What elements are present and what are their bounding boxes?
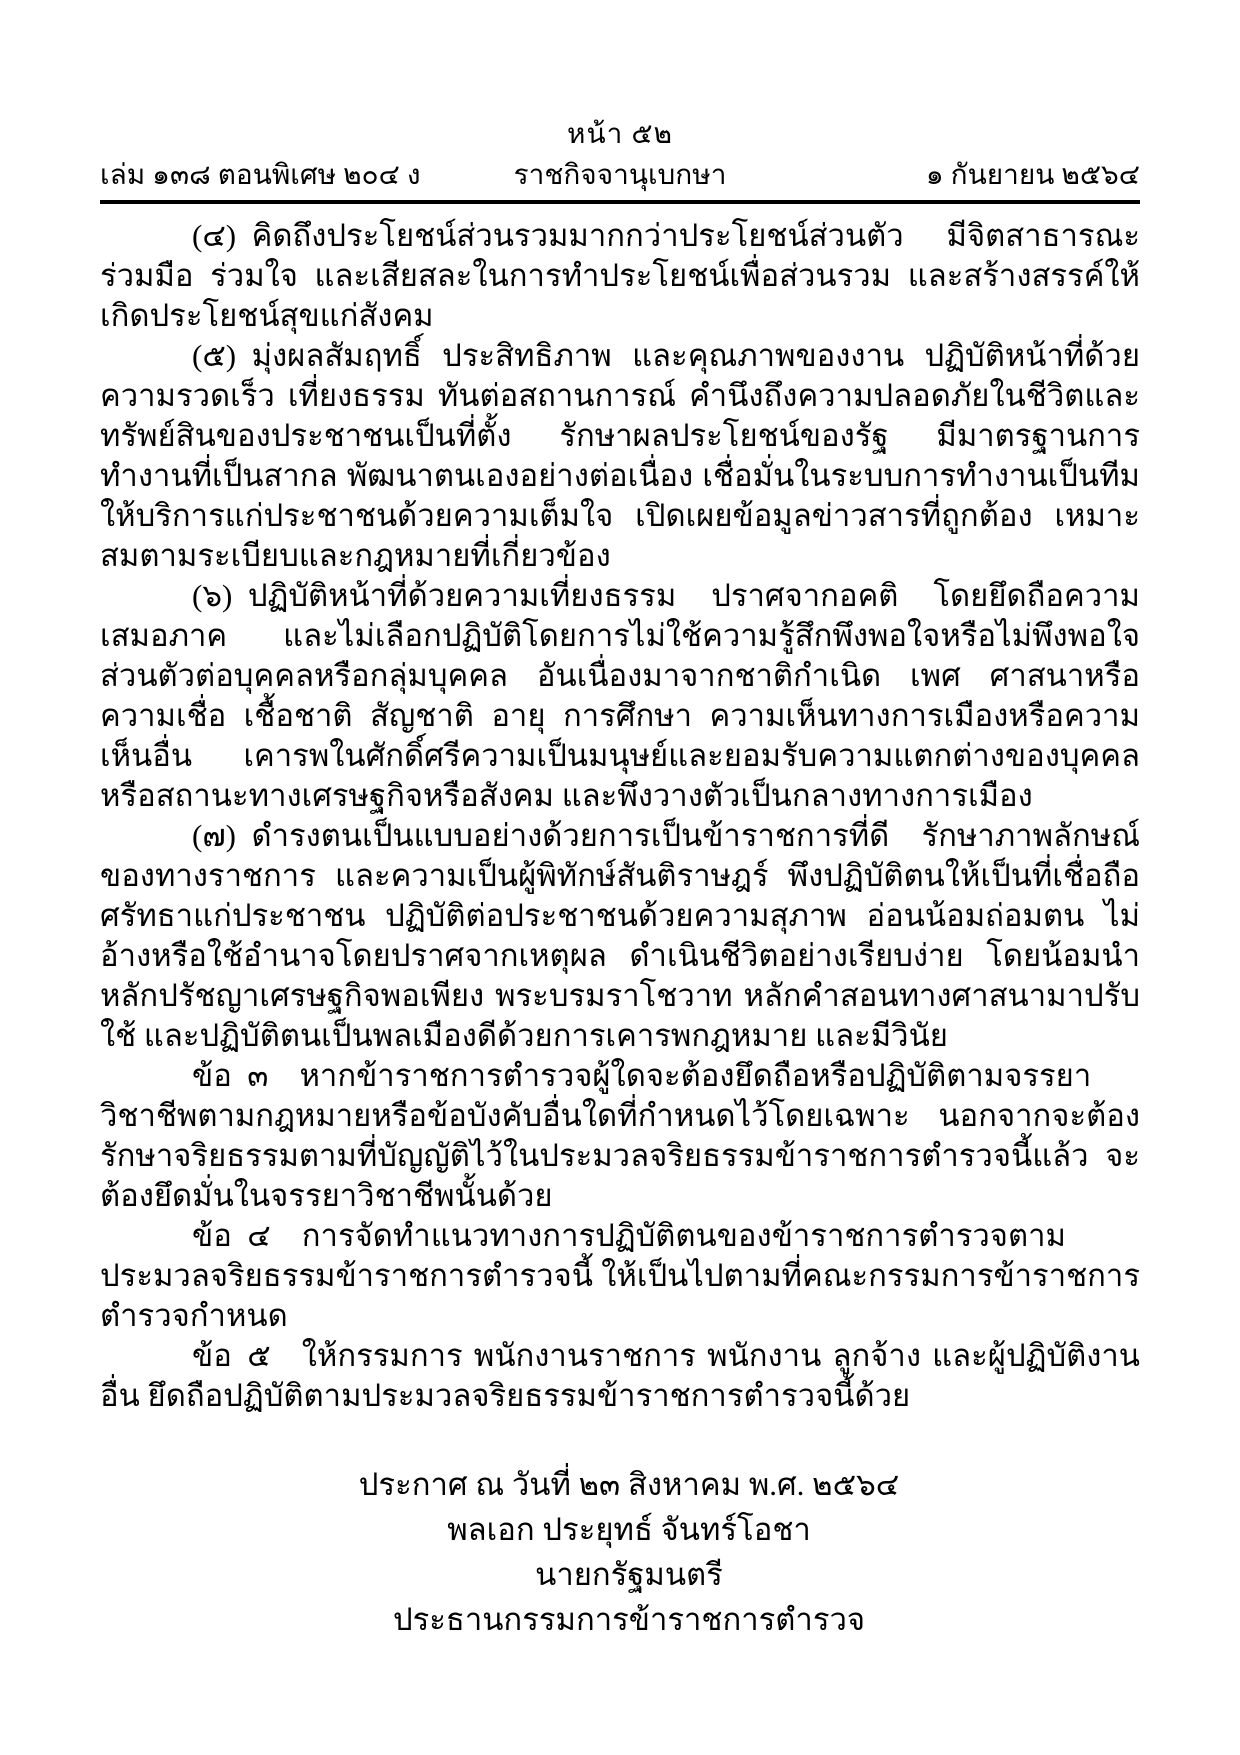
- announcement-date-line: ประกาศ ณ วันที่ ๒๓ สิงหาคม พ.ศ. ๒๕๖๔: [358, 1467, 900, 1502]
- page-number: หน้า ๕๒: [567, 119, 673, 150]
- body-clause-4: ข้อ ๔ การจัดทำแนวทางการปฏิบัติตนของข้าราชการตำรวจตามประมวลจริยธรรม​ข้าราชการตำรวจนี้ ให้เป็นไปตามที่คณะกรรมการข้าราชการตำรวจกำหนด: [100, 1218, 1140, 1333]
- body-clause-3: ข้อ ๓ หากข้าราชการตำรวจผู้ใดจะต้องยึดถือหรือปฏิบัติตามจรรยาวิชาชีพตามกฎหมาย​หรือข้อบังคับอื่นใดที่กำหนดไว้โดยเฉพาะ นอกจากจะต้องรักษาจริยธรรมตามที่บัญญัติไว้ในประมวล​จริยธรรมข้าราชการตำรวจนี้แล้ว จะต้องยึดมั่นในจรรยาวิชาชีพนั้นด้วย: [100, 1058, 1140, 1213]
- masthead: [100, 159, 1140, 193]
- body-clause-5: ข้อ ๕ ให้กรรมการ พนักงานราชการ พนักงาน ลูกจ้าง และผู้ปฏิบัติงานอื่น ยึดถือปฏิบัติ​ตามประมวลจริยธรรมข้าราชการตำรวจนี้ด้วย: [100, 1338, 1140, 1413]
- signer-name: พลเอก ประยุทธ์ จันทร์โอชา: [447, 1512, 811, 1547]
- signer-title-prime-minister: นายกรัฐมนตรี: [535, 1557, 723, 1592]
- signer-title-police-commission-chair: ประธานกรรมการข้าราชการตำรวจ: [392, 1602, 866, 1637]
- document-body: [100, 216, 1140, 1416]
- body-paragraph-7: (๗) ดำรงตนเป็นแบบอย่างด้วยการเป็นข้าราชการที่ดี รักษาภาพลักษณ์ของทางราชการ และความเป็นผู้พิทักษ์สันติราษฎร์ พึงปฏิบัติตนให้เป็นที่เชื่อถือศรัทธาแก่ประชาชน ปฏิบัติต่อประชาชน​ด้วยความสุภาพ อ่อนน้อมถ่อมตน ไม่อ้างหรือใช้อำนาจโดยปราศจากเหตุผล ดำเนินชีวิตอย่างเรียบง่าย โดยน้อมนำหลักปรัชญาเศรษฐกิจพอเพียง พระบรมราโชวาท หลักคำสอนทางศาสนามาปรับใช้ และปฏิบัติตนเป็นพลเมืองดีด้วยการเคารพกฎหมาย และมีวินัย: [100, 818, 1140, 1053]
- header-divider: [100, 200, 1140, 204]
- volume-info: เล่ม ๑๓๘ ตอนพิเศษ ๒๐๔ ง: [100, 160, 421, 191]
- gazette-title: ราชกิจจานุเบกษา: [513, 160, 727, 191]
- signature-block: [100, 1462, 1140, 1642]
- body-paragraph-5: (๕) มุ่งผลสัมฤทธิ์ ประสิทธิภาพ และคุณภาพของงาน ปฏิบัติหน้าที่ด้วยความรวดเร็ว เที่ยงธรรม ทันต่อสถานการณ์ คำนึงถึงความปลอดภัยในชีวิตและทรัพย์สินของประชาชนเป็นที่ตั้ง รักษาผลประโยชน์ของรัฐ มีมาตรฐานการทำงานที่เป็นสากล พัฒนาตนเองอย่างต่อเนื่อง เชื่อมั่น​ในระบบการทำงานเป็นทีม ให้บริการแก่ประชาชนด้วยความเต็มใจ เปิดเผยข้อมูลข่าวสารที่ถูกต้อง เหมาะสมตามระเบียบและกฎหมายที่เกี่ยวข้อง: [100, 338, 1140, 573]
- issue-date: ๑ กันยายน ๒๕๖๔: [925, 160, 1140, 191]
- body-paragraph-4: (๔) คิดถึงประโยชน์ส่วนรวมมากกว่าประโยชน์ส่วนตัว มีจิตสาธารณะ ร่วมมือ ร่วมใจ และเสียสละในการทำประโยชน์เพื่อส่วนรวม และสร้างสรรค์ให้เกิดประโยชน์สุขแก่สังคม: [100, 218, 1140, 333]
- body-paragraph-6: (๖) ปฏิบัติหน้าที่ด้วยความเที่ยงธรรม ปราศจากอคติ โดยยึดถือความเสมอภาค และไม่เลือกปฏิบัติโดยการไม่ใช้ความรู้สึกพึงพอใจหรือไม่พึงพอใจส่วนตัวต่อบุคคลหรือกลุ่มบุคคล อันเนื่องมาจากชาติกำเนิด เพศ ศาสนาหรือความเชื่อ เชื้อชาติ สัญชาติ อายุ การศึกษา ความเห็นทางการเมืองหรือความเห็นอื่น เคารพในศักดิ์ศรีความเป็นมนุษย์และยอมรับความแตกต่างของบุคคล หรือสถานะทางเศรษฐกิจหรือสังคม และพึงวางตัวเป็นกลางทางการเมือง: [100, 578, 1140, 813]
